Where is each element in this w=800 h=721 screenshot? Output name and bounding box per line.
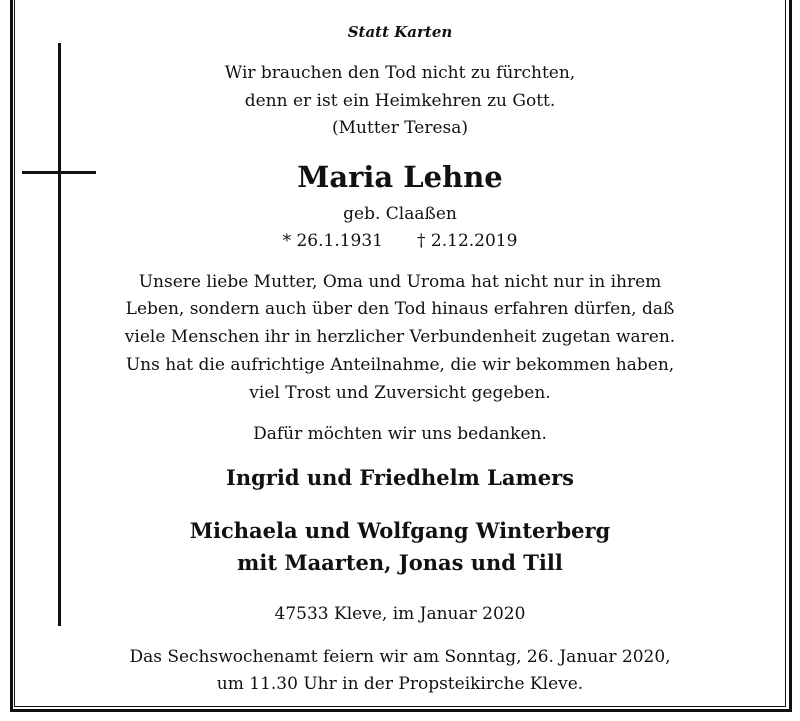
birth-date: * 26.1.1931 (282, 231, 383, 251)
life-dates (0, 231, 800, 251)
thanks-line: Dafür möchten wir uns bedanken. (253, 424, 547, 444)
message-line-5: viel Trost und Zuversicht gegeben. (249, 383, 551, 403)
deceased-name: Maria Lehne (297, 160, 503, 194)
message-line-2: Leben, sondern auch über den Tod hinaus erfahren dürfen, daß (125, 299, 675, 319)
mourner-family-1: Ingrid und Friedhelm Lamers (226, 465, 574, 490)
place-date: 47533 Kleve, im Januar 2020 (274, 604, 526, 624)
mourner-family-2-line-1: Michaela und Wolfgang Winterberg (189, 518, 611, 543)
quote-line-2: denn er ist ein Heimkehren zu Gott. (244, 91, 556, 111)
quote-source: (Mutter Teresa) (332, 118, 468, 138)
message-line-3: viele Menschen ihr in herzlicher Verbundenheit zugetan waren. (124, 327, 676, 347)
service-line-1: Das Sechswochenamt feiern wir am Sonntag, 26. Januar 2020, (129, 647, 671, 667)
message-line-1: Unsere liebe Mutter, Oma und Uroma hat nicht nur in ihrem (138, 272, 662, 292)
statt-karten-label: Statt Karten (347, 23, 453, 41)
birth-name: geb. Claaßen (343, 204, 457, 224)
message-line-4: Uns hat die aufrichtige Anteilnahme, die wir bekommen haben, (125, 355, 675, 375)
mourner-family-2-line-2: mit Maarten, Jonas und Till (237, 550, 563, 575)
service-line-2: um 11.30 Uhr in der Propsteikirche Kleve. (216, 674, 584, 694)
quote-line-1: Wir brauchen den Tod nicht zu fürchten, (224, 63, 576, 83)
death-date: † 2.12.2019 (417, 231, 518, 251)
